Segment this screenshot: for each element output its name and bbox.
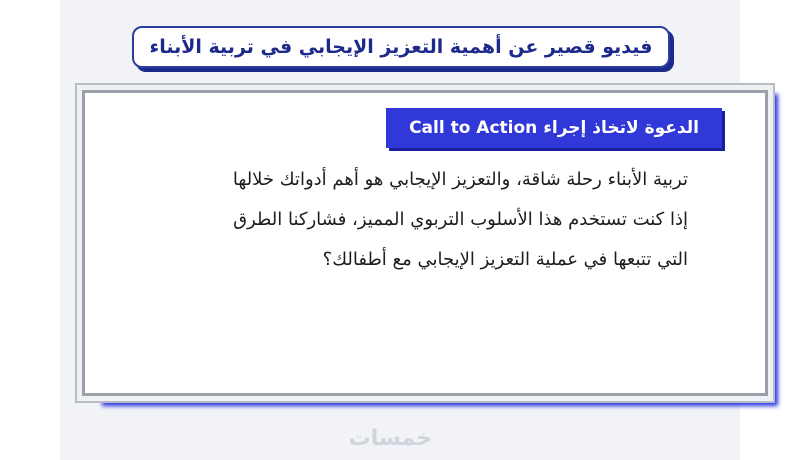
title-banner xyxy=(132,26,670,68)
body-line: إذا كنت تستخدم هذا الأسلوب التربوي المميز، فشاركنا الطرق xyxy=(233,209,688,230)
cta-label xyxy=(386,108,722,148)
watermark-logo xyxy=(348,426,432,456)
page-title: فيديو قصير عن أهمية التعزيز الإيجابي في تربية الأبناء xyxy=(149,36,653,58)
body-line: التي تتبعها في عملية التعزيز الإيجابي مع أطفالك؟ xyxy=(322,249,688,270)
body-line: تربية الأبناء رحلة شاقة، والتعزيز الإيجابي هو أهم أدواتك خلالها xyxy=(232,169,688,190)
watermark-text: خمسات xyxy=(348,426,432,451)
cta-label-text: الدعوة لاتخاذ إجراء Call to Action xyxy=(409,118,699,138)
body-text xyxy=(128,160,688,280)
